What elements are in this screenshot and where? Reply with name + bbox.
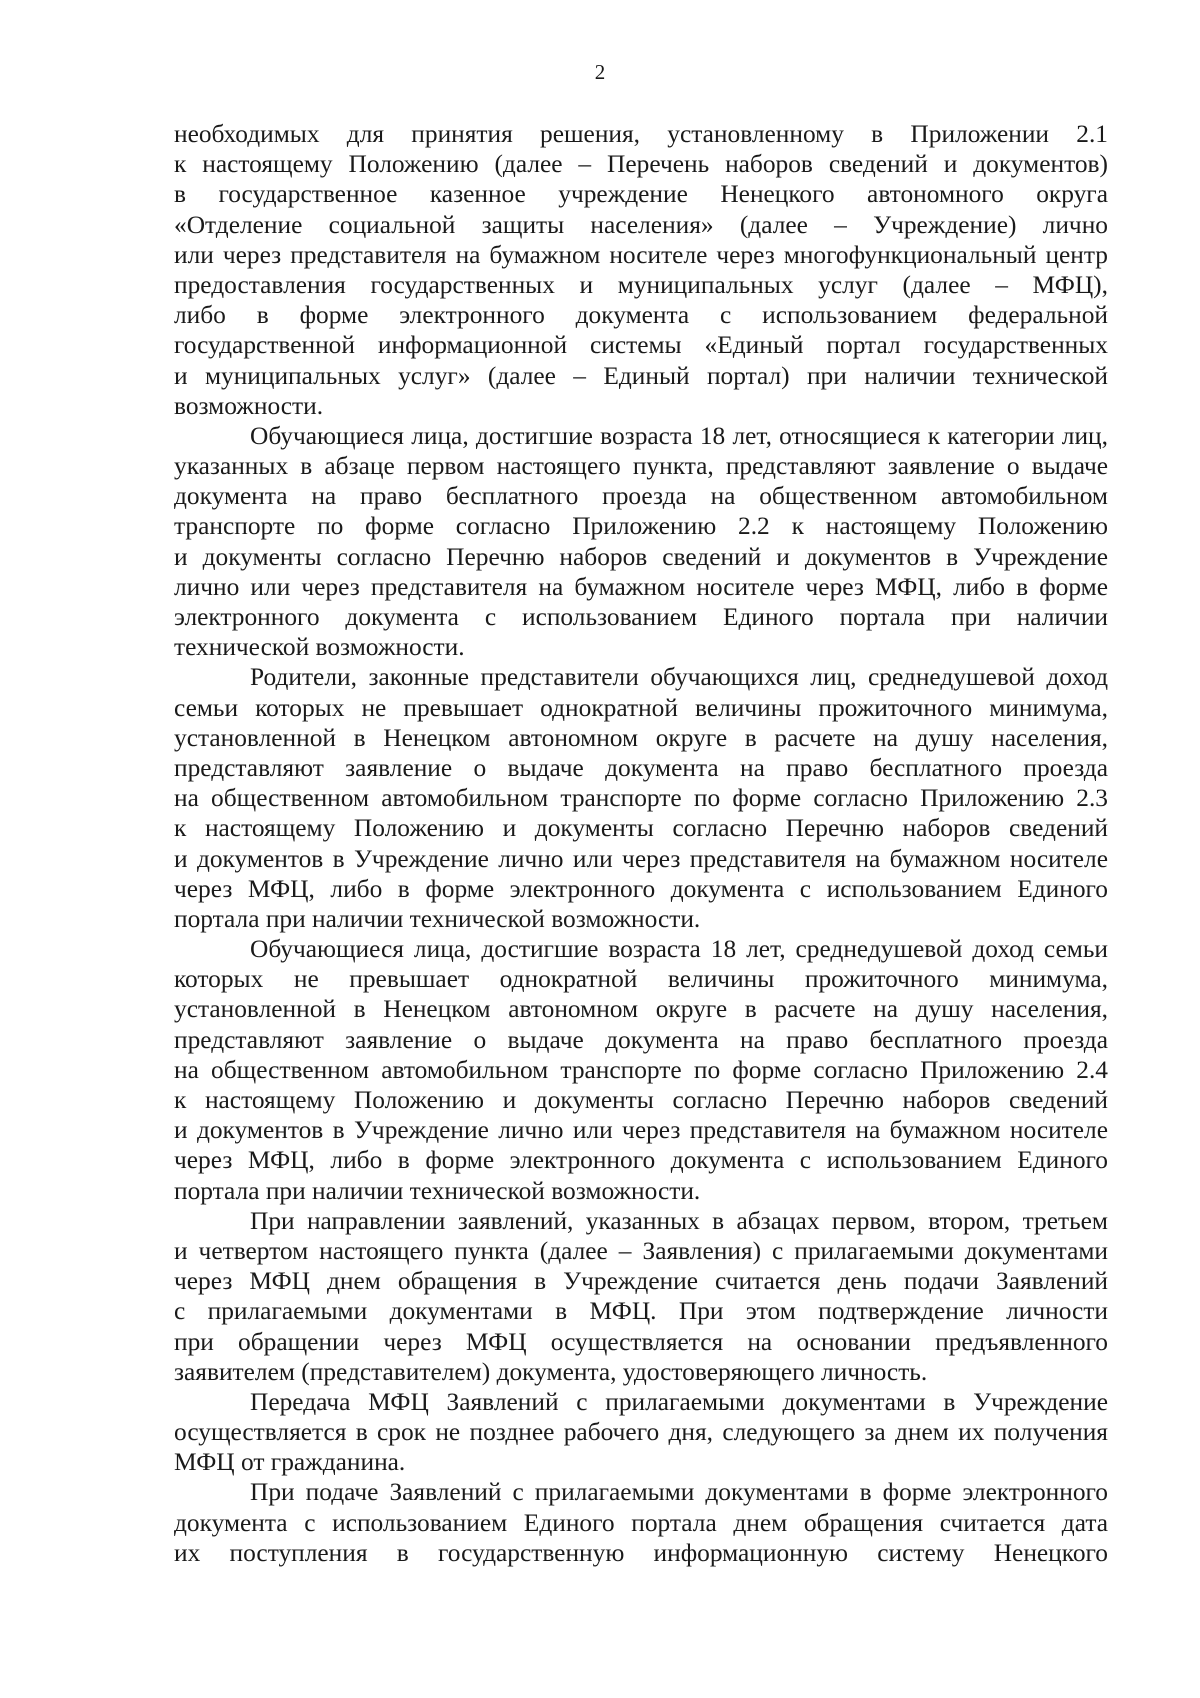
document-body — [174, 119, 1108, 1568]
text-line: либо в форме электронного документа с использованием федеральной — [174, 301, 1108, 330]
text-line: к настоящему Положению и документы согласно Перечню наборов сведений — [174, 1086, 1108, 1114]
text-line: к настоящему Положению (далее – Перечень наборов сведений и документов) — [174, 150, 1108, 179]
text-line: на общественном автомобильном транспорте по форме согласно Приложению 2.4 — [174, 1055, 1108, 1084]
text-line: и документы согласно Перечню наборов сведений и документов в Учреждение — [174, 542, 1108, 571]
text-line: «Отделение социальной защиты населения» (далее – Учреждение) лично — [174, 210, 1108, 239]
text-line: на общественном автомобильном транспорте по форме согласно Приложению 2.3 — [174, 784, 1108, 813]
text-line: установленной в Ненецком автономном округе в расчете на душу населения, — [174, 723, 1108, 752]
text-line: при обращении через МФЦ осуществляется на основании предъявленного — [174, 1327, 1108, 1356]
text-line: осуществляется в срок не позднее рабочего дня, следующего за днем их получения — [174, 1418, 1108, 1447]
paragraph — [174, 1206, 1108, 1387]
text-line: с прилагаемыми документами в МФЦ. При этом подтверждение личности — [174, 1297, 1108, 1326]
paragraph — [174, 421, 1108, 663]
text-line: Передача МФЦ Заявлений с прилагаемыми документами в Учреждение — [250, 1387, 1108, 1416]
text-line: При направлении заявлений, указанных в абзацах первом, втором, третьем — [250, 1206, 1108, 1235]
text-line: необходимых для принятия решения, установленному в Приложении 2.1 — [174, 120, 1108, 148]
text-line: лично или через представителя на бумажном носителе через МФЦ, либо в форме — [174, 572, 1108, 601]
paragraph — [174, 1477, 1108, 1568]
text-line: через МФЦ, либо в форме электронного документа с использованием Единого — [174, 874, 1108, 903]
text-line: которых не превышает однократной величины прожиточного минимума, — [174, 965, 1108, 994]
text-line: При подаче Заявлений с прилагаемыми документами в форме электронного — [250, 1478, 1108, 1507]
text-line: портала при наличии технической возможности. — [174, 904, 701, 933]
page-number: 2 — [594, 60, 606, 84]
text-line: представляют заявление о выдаче документа на право бесплатного проезда — [174, 753, 1108, 782]
text-line: к настоящему Положению и документы согласно Перечню наборов сведений — [174, 814, 1108, 843]
text-line: МФЦ от гражданина. — [174, 1448, 406, 1477]
text-line: или через представителя на бумажном носителе через многофункциональный центр — [174, 240, 1108, 269]
paragraph — [174, 119, 1108, 421]
text-line: технической возможности. — [174, 633, 465, 662]
text-line: через МФЦ днем обращения в Учреждение считается день подачи Заявлений — [174, 1267, 1108, 1296]
text-line: и документов в Учреждение лично или через представителя на бумажном носителе — [174, 844, 1108, 873]
text-line: и четвертом настоящего пункта (далее – Заявления) с прилагаемыми документами — [174, 1236, 1108, 1265]
text-line: электронного документа с использованием Единого портала при наличии — [174, 603, 1108, 631]
text-line: возможности. — [174, 391, 324, 420]
text-line: предоставления государственных и муниципальных услуг (далее – МФЦ), — [174, 270, 1108, 299]
text-line: Родители, законные представители обучающихся лиц, среднедушевой доход — [250, 663, 1108, 692]
text-line: указанных в абзаце первом настоящего пункта, представляют заявление о выдаче — [174, 452, 1108, 481]
text-line: через МФЦ, либо в форме электронного документа с использованием Единого — [174, 1146, 1108, 1175]
text-line: представляют заявление о выдаче документа на право бесплатного проезда — [174, 1025, 1108, 1054]
text-line: установленной в Ненецком автономном округе в расчете на душу населения, — [174, 995, 1108, 1024]
text-line: транспорте по форме согласно Приложению 2.2 к настоящему Положению — [174, 512, 1108, 541]
text-line: документа на право бесплатного проезда на общественном автомобильном — [174, 482, 1108, 511]
text-line: их поступления в государственную информационную систему Ненецкого — [174, 1538, 1108, 1567]
text-line: Обучающиеся лица, достигшие возраста 18 лет, относящиеся к категории лиц, — [250, 421, 1108, 450]
paragraph — [174, 1387, 1108, 1478]
paragraph — [174, 934, 1108, 1206]
text-line: государственной информационной системы «Единый портал государственных — [174, 331, 1108, 360]
text-line: и документов в Учреждение лично или через представителя на бумажном носителе — [174, 1116, 1108, 1145]
text-line: портала при наличии технической возможности. — [174, 1176, 701, 1205]
text-line: Обучающиеся лица, достигшие возраста 18 лет, среднедушевой доход семьи — [250, 935, 1108, 964]
text-line: документа с использованием Единого портала днем обращения считается дата — [174, 1508, 1108, 1537]
text-line: семьи которых не превышает однократной величины прожиточного минимума, — [174, 693, 1108, 722]
text-line: заявителем (представителем) документа, удостоверяющего личность. — [174, 1357, 928, 1386]
text-line: в государственное казенное учреждение Ненецкого автономного округа — [174, 180, 1108, 209]
text-line: и муниципальных услуг» (далее – Единый портал) при наличии технической — [174, 361, 1108, 390]
paragraph — [174, 662, 1108, 934]
